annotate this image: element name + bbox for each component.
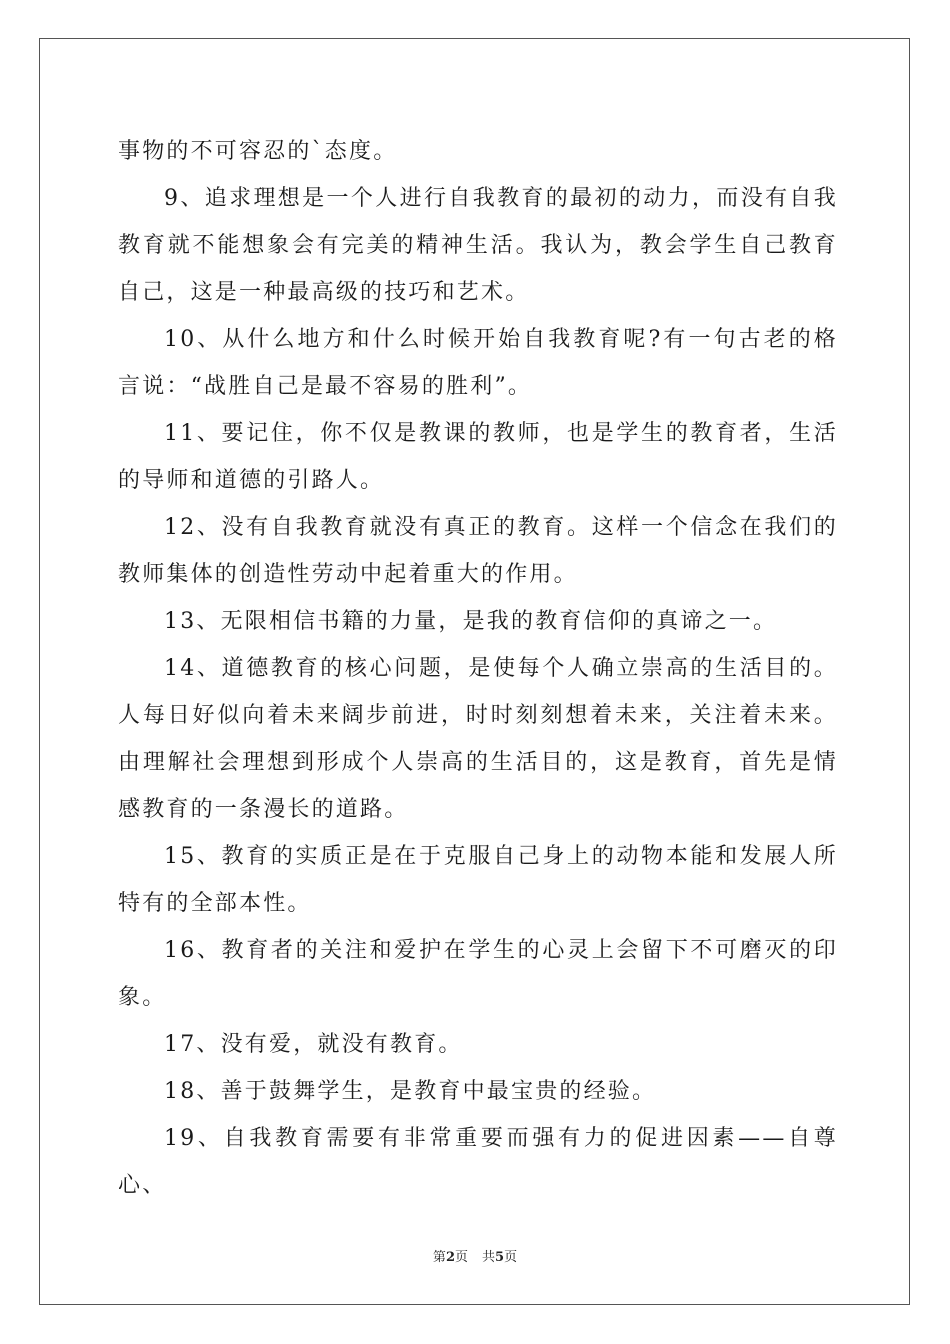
paragraph-quote-15: 15、教育的实质正是在于克服自己身上的动物本能和发展人所特有的全部本性。 [118,844,838,916]
page-footer [0,1246,950,1265]
paragraph-continuation: 事物的不可容忍的`态度。 [118,139,398,164]
footer-page-total: 5 [495,1250,505,1265]
paragraph-quote-12: 12、没有自我教育就没有真正的教育。这样一个信念在我们的教师集体的创造性劳动中起着重大的作用。 [118,515,838,587]
paragraph-quote-17: 17、没有爱，就没有教育。 [164,1032,463,1057]
paragraph-quote-13: 13、无限相信书籍的力量，是我的教育信仰的真谛之一。 [164,609,778,634]
document-body [118,128,838,1209]
paragraph-quote-16: 16、教育者的关注和爱护在学生的心灵上会留下不可磨灭的印象。 [118,938,838,1010]
paragraph-quote-19: 19、自我教育需要有非常重要而强有力的促进因素——自尊心、 [118,1126,838,1198]
paragraph-quote-10: 10、从什么地方和什么时候开始自我教育呢?有一句古老的格言说：“战胜自己是最不容易的胜利”。 [118,327,838,399]
footer-page-current: 2 [445,1250,455,1265]
footer-total-unit: 页 [504,1250,518,1265]
footer-page-unit: 页 [454,1250,468,1265]
paragraph-quote-14: 14、道德教育的核心问题，是使每个人确立崇高的生活目的。人每日好似向着未来阔步前进，时时刻刻想着未来，关注着未来。由理解社会理想到形成个人崇高的生活目的，这是教育，首先是情感教育的一条漫长的道路。 [118,656,838,822]
paragraph-quote-11: 11、要记住，你不仅是教课的教师，也是学生的教育者，生活的导师和道德的引路人。 [118,421,838,493]
paragraph-quote-9: 9、追求理想是一个人进行自我教育的最初的动力，而没有自我教育就不能想象会有完美的精神生活。我认为，教会学生自己教育自己，这是一种最高级的技巧和艺术。 [118,186,838,305]
paragraph-quote-18: 18、善于鼓舞学生，是教育中最宝贵的经验。 [164,1079,657,1104]
footer-page-prefix: 第 [432,1250,446,1265]
footer-total-prefix: 共 [482,1250,496,1265]
